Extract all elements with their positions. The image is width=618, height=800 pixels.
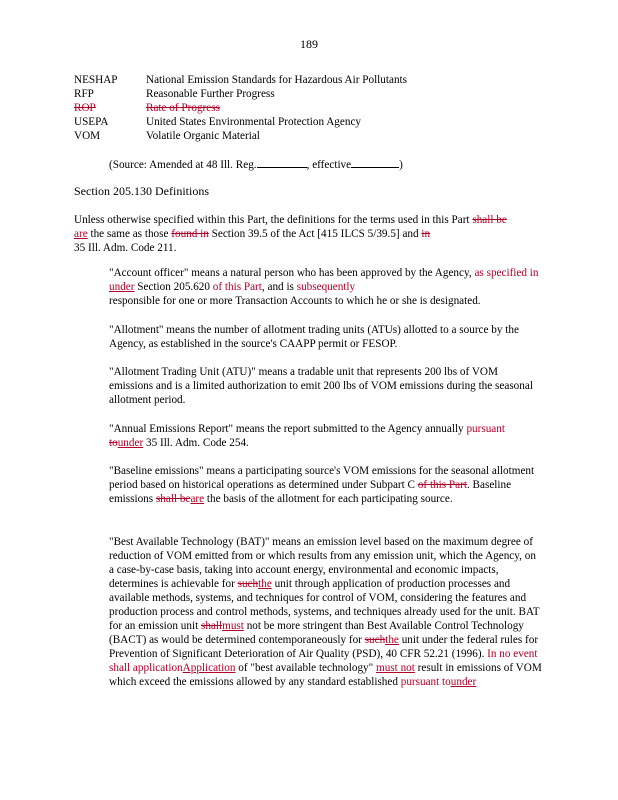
definition-bat [109, 535, 543, 689]
inserted-text: Application [182, 662, 236, 674]
abbreviation-list [74, 73, 407, 143]
definition-text: "Allotment Trading Unit (ATU)" means a tradable unit that represents 200 lbs of VOM emissions and is a limited authorization to emit 200 lbs of VOM emissions during the seasonal allotment period. [109, 366, 533, 406]
deleted-text: in [421, 228, 431, 240]
deleted-text: shall be [155, 493, 191, 505]
source-prefix: (Source: Amended at 48 Ill. Reg. [109, 159, 257, 171]
deleted-text: shall be [472, 214, 507, 226]
definition-text: "Account officer" means a natural person who has been approved by the Agency, [109, 267, 475, 279]
definition-text: responsible for one or more Transaction Accounts to which he or she is designated. [109, 295, 481, 307]
deleted-text: such [237, 578, 259, 590]
intro-paragraph [74, 213, 507, 255]
definition-text: result in emissions of VOM which exceed the emissions allowed by any standard established [109, 662, 542, 688]
inserted-text: pursuant [466, 423, 505, 435]
source-suffix: ) [399, 159, 403, 171]
blank-line [257, 157, 307, 168]
inserted-text: the [385, 634, 399, 646]
inserted-text: must [222, 620, 244, 632]
definition-text: the basis of the allotment for each participating source. [204, 493, 453, 505]
deleted-text: to [109, 437, 118, 449]
definition-text: "Baseline emissions" means a participating source's VOM emissions for the seasonal allotment period based on historical operations as determined under Subpart C [109, 465, 535, 491]
section-heading: Section 205.130 Definitions [74, 184, 209, 198]
abbreviation-code: ROP [74, 102, 96, 114]
inserted-text: are [74, 228, 88, 240]
deleted-text: shall [200, 620, 223, 632]
abbreviation-meaning: Rate of Progress [146, 102, 220, 114]
abbreviation-meaning: National Emission Standards for Hazardous Air Pollutants [146, 74, 408, 86]
abbreviation-code: RFP [74, 88, 94, 100]
definition-allotment [109, 323, 549, 351]
abbreviation-code: VOM [74, 130, 101, 142]
inserted-text: of this Part [212, 281, 262, 293]
inserted-text: the [258, 578, 272, 590]
definition-account-officer [109, 266, 538, 308]
definition-text: "Allotment" means the number of allotment trading units (ATUs) allotted to a source by the Agency, as established in the source's CAAPP permit or FESOP. [109, 324, 519, 350]
blank-line [351, 157, 399, 168]
deleted-text: found in [171, 228, 209, 240]
definition-atu [109, 365, 539, 407]
intro-text: 35 Ill. Adm. Code 211. [74, 242, 177, 254]
abbreviation-row-deleted [74, 101, 407, 115]
definition-baseline-emissions [109, 464, 543, 506]
definition-text: "Annual Emissions Report" means the report submitted to the Agency annually [109, 423, 467, 435]
intro-text: Unless otherwise specified within this Part, the definitions for the terms used in this Part [74, 214, 473, 226]
definition-text: unit under the federal rules for Prevention of Significant Deterioration of Air Quality (PSD), 40 CFR 52.21 (1996). [109, 634, 539, 660]
inserted-text: under [450, 676, 477, 688]
definition-text: . Baseline emissions [109, 479, 512, 505]
definition-text: "Best Available Technology (BAT)" means an emission level based on the maximum degree of reduction of VOM emitted from or which results from any emission unit, which the Agency, on a case-by-case basis, taking into account energy, environmental and economic impacts, determines is achievable for [109, 536, 536, 590]
inserted-text: are [190, 493, 205, 505]
definition-text: unit through application of production processes and available methods, systems, and techniques for control of VOM, considering the features and production process and control methods, systems, and techniques already used for the unit. BAT for an emission unit [109, 578, 540, 632]
source-middle: , effective [306, 159, 352, 171]
page-number: 189 [300, 37, 318, 51]
intro-text: the same as those [87, 228, 172, 240]
abbreviation-row [74, 87, 407, 101]
definition-text: Section 205.620 [134, 281, 213, 293]
inserted-text: under [117, 437, 144, 449]
inserted-text: pursuant to [400, 676, 451, 688]
abbreviation-code: NESHAP [74, 74, 118, 86]
definition-text: , and is [261, 281, 297, 293]
definition-text: not be more stringent than Best Available Control Technology (BACT) as would be determined contemporaneously for [109, 620, 524, 646]
inserted-text: under [109, 281, 135, 293]
inserted-text: subsequently [296, 281, 356, 293]
abbreviation-row [74, 129, 407, 143]
abbreviation-row [74, 115, 407, 129]
abbreviation-row [74, 73, 407, 87]
deleted-text: such [364, 634, 386, 646]
abbreviation-code: USEPA [74, 116, 109, 128]
definition-annual-emissions-report [109, 422, 505, 450]
definition-text: 35 Ill. Adm. Code 254. [143, 437, 249, 449]
abbreviation-meaning: United States Environmental Protection Agency [146, 116, 362, 128]
inserted-text: must not [376, 662, 415, 674]
abbreviation-meaning: Volatile Organic Material [146, 130, 260, 142]
inserted-text: as specified in [474, 267, 539, 279]
intro-text: Section 39.5 of the Act [415 ILCS 5/39.5] and [208, 228, 422, 240]
abbreviation-meaning: Reasonable Further Progress [146, 88, 275, 100]
definition-text: of "best available technology" [235, 662, 377, 674]
inserted-text: In no event shall application [109, 648, 538, 674]
deleted-text: of this Part [417, 479, 467, 491]
source-note [109, 157, 403, 172]
